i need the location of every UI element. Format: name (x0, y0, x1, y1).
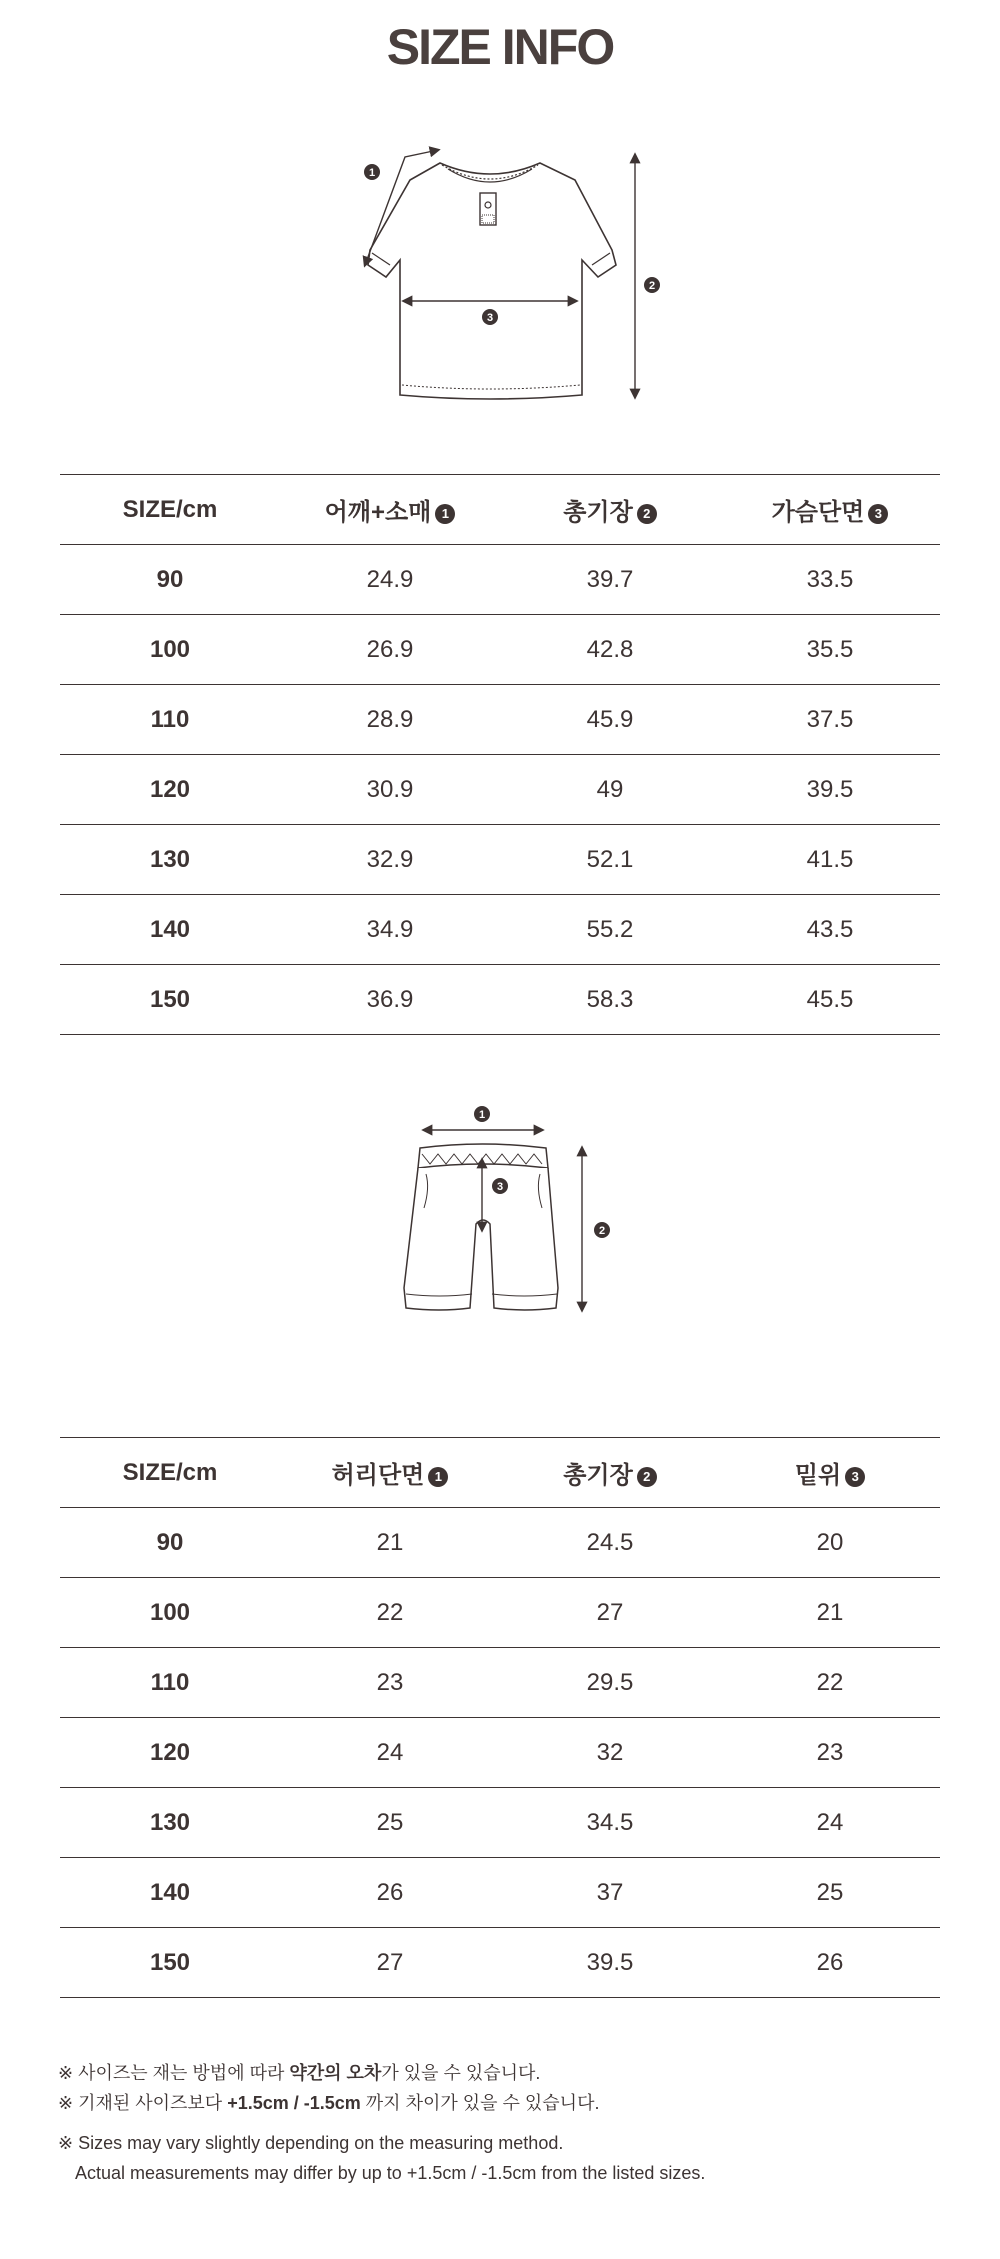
table-cell: 35.5 (720, 615, 940, 685)
table-cell: 22 (720, 1648, 940, 1718)
table-cell: 39.5 (500, 1928, 720, 1998)
tshirt-diagram (0, 135, 1000, 415)
table-cell: 25 (720, 1858, 940, 1928)
table-cell: 34.5 (500, 1788, 720, 1858)
svg-text:2: 2 (598, 1225, 606, 1237)
size-cell: 140 (60, 1858, 280, 1928)
size-cell: 140 (60, 895, 280, 965)
table-cell: 45.5 (720, 965, 940, 1035)
table-cell: 39.5 (720, 755, 940, 825)
table-row (60, 1508, 940, 1578)
table-cell: 20 (720, 1508, 940, 1578)
size-cell: 100 (60, 1578, 280, 1648)
table-cell: 27 (500, 1578, 720, 1648)
table-row (60, 965, 940, 1035)
marker-1-icon: 1 (435, 504, 455, 524)
table-cell: 42.8 (500, 615, 720, 685)
table-cell: 49 (500, 755, 720, 825)
table-cell: 25 (280, 1788, 500, 1858)
header-shoulder-sleeve: 어깨+소매 1 (280, 475, 500, 545)
table-cell: 58.3 (500, 965, 720, 1035)
table-cell: 23 (720, 1718, 940, 1788)
header-total-length: 총기장 2 (500, 1438, 720, 1508)
marker-3-icon: 3 (868, 504, 888, 524)
table-cell: 43.5 (720, 895, 940, 965)
svg-text:1: 1 (478, 1109, 486, 1121)
size-cell: 120 (60, 755, 280, 825)
table-cell: 32.9 (280, 825, 500, 895)
size-cell: 130 (60, 1788, 280, 1858)
header-rise: 밑위 3 (720, 1438, 940, 1508)
top-size-table (60, 474, 940, 1035)
table-cell: 21 (280, 1508, 500, 1578)
table-row (60, 1718, 940, 1788)
table-cell: 26.9 (280, 615, 500, 685)
tshirt-illustration (330, 135, 670, 415)
table-cell: 37.5 (720, 685, 940, 755)
table-row (60, 545, 940, 615)
header-size: SIZE/cm (60, 1438, 280, 1508)
note-en-1: ※ Sizes may vary slightly depending on the measuring method. (58, 2133, 564, 2153)
size-cell: 150 (60, 1928, 280, 1998)
table-cell: 26 (280, 1858, 500, 1928)
table-cell: 22 (280, 1578, 500, 1648)
note-kr-1: ※ 사이즈는 재는 방법에 따라 약간의 오차가 있을 수 있습니다. (58, 2063, 541, 2083)
size-cell: 150 (60, 965, 280, 1035)
size-cell: 110 (60, 685, 280, 755)
table-row (60, 1928, 940, 1998)
table-row (60, 1648, 940, 1718)
marker-2-icon: 2 (637, 504, 657, 524)
table-cell: 24.5 (500, 1508, 720, 1578)
size-cell: 120 (60, 1718, 280, 1788)
table-cell: 30.9 (280, 755, 500, 825)
marker-2-icon: 2 (637, 1467, 657, 1487)
table-row (60, 615, 940, 685)
table-cell: 24 (280, 1718, 500, 1788)
header-chest-width: 가슴단면 3 (720, 475, 940, 545)
size-cell: 100 (60, 615, 280, 685)
shorts-illustration (370, 1098, 630, 1338)
note-kr-2: ※ 기재된 사이즈보다 +1.5cm / -1.5cm 까지 차이가 있을 수 있습니다. (58, 2093, 600, 2113)
table-cell: 32 (500, 1718, 720, 1788)
table-row (60, 1858, 940, 1928)
table-cell: 41.5 (720, 825, 940, 895)
size-cell: 130 (60, 825, 280, 895)
table-row (60, 755, 940, 825)
header-total-length: 총기장 2 (500, 475, 720, 545)
table-row (60, 825, 940, 895)
header-size: SIZE/cm (60, 475, 280, 545)
table-cell: 33.5 (720, 545, 940, 615)
table-row (60, 1578, 940, 1648)
table-cell: 34.9 (280, 895, 500, 965)
size-notes (58, 2058, 705, 2188)
marker-1-icon: 1 (428, 1467, 448, 1487)
table-cell: 24.9 (280, 545, 500, 615)
table-cell: 36.9 (280, 965, 500, 1035)
table-cell: 45.9 (500, 685, 720, 755)
marker-3-icon: 3 (845, 1467, 865, 1487)
svg-text:3: 3 (486, 312, 494, 324)
table-cell: 28.9 (280, 685, 500, 755)
size-cell: 110 (60, 1648, 280, 1718)
table-cell: 37 (500, 1858, 720, 1928)
table-cell: 27 (280, 1928, 500, 1998)
table-cell: 39.7 (500, 545, 720, 615)
table-row (60, 1788, 940, 1858)
table-header-row (60, 475, 940, 545)
svg-text:3: 3 (496, 1181, 504, 1193)
table-row (60, 685, 940, 755)
table-cell: 55.2 (500, 895, 720, 965)
table-cell: 24 (720, 1788, 940, 1858)
table-cell: 29.5 (500, 1648, 720, 1718)
bottom-size-table (60, 1437, 940, 1998)
svg-text:1: 1 (368, 167, 376, 179)
table-cell: 23 (280, 1648, 500, 1718)
table-cell: 21 (720, 1578, 940, 1648)
shorts-diagram (0, 1098, 1000, 1338)
table-row (60, 895, 940, 965)
note-en-2: Actual measurements may differ by up to +1.5cm / -1.5cm from the listed sizes. (75, 2163, 706, 2183)
page-title: SIZE INFO (386, 19, 614, 75)
size-cell: 90 (60, 545, 280, 615)
table-cell: 26 (720, 1928, 940, 1998)
table-cell: 52.1 (500, 825, 720, 895)
size-cell: 90 (60, 1508, 280, 1578)
table-header-row (60, 1438, 940, 1508)
svg-text:2: 2 (648, 280, 656, 292)
header-waist-width: 허리단면 1 (280, 1438, 500, 1508)
